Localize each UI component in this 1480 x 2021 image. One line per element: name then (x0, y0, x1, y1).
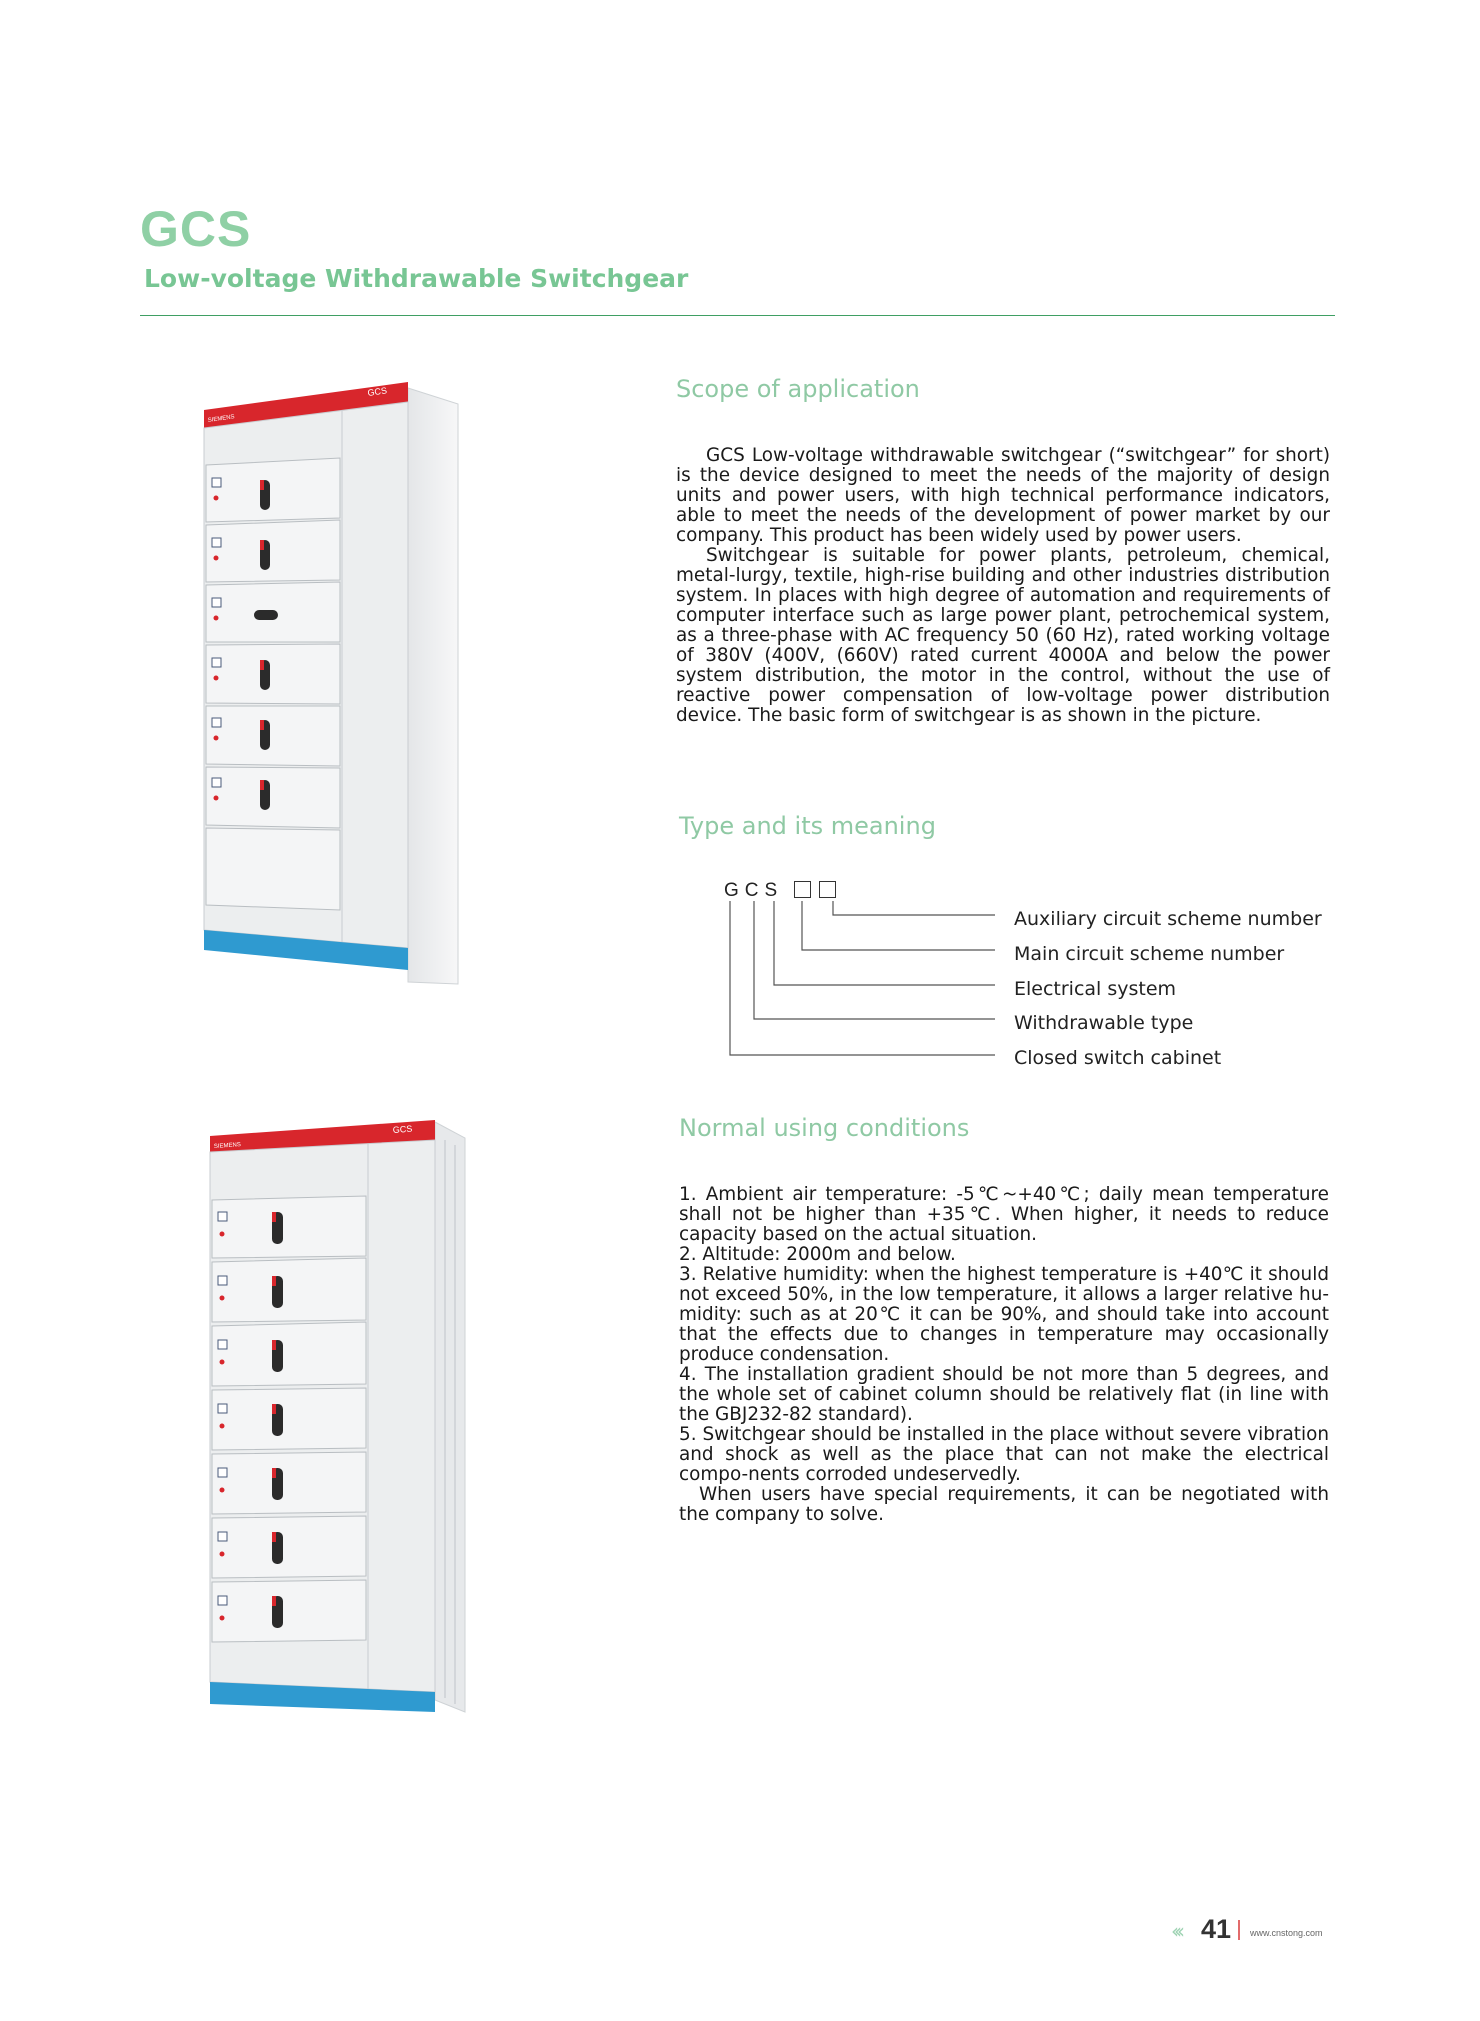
conditions-heading: Normal using conditions (679, 1114, 970, 1142)
cabinet-brand-tag-2: SIEMENS (213, 1142, 242, 1150)
cabinet-model-tag-2: GCS (392, 1123, 413, 1135)
switchgear-photo-top (190, 370, 480, 1000)
conditions-list (679, 1185, 1329, 1525)
scope-paragraph-2: Switchgear is suitable for power plants, petroleum, chemical, metal-lurgy, textile, high-rise building and other industries distribution system. In places with high degree of automation and requirements of computer interface such as large power plant, petrochemical system, as a three-phase with AC frequency 50 (60 Hz), rated working voltage of 380V (400V, (660V) rated current 4000A and below the power system distribution, the motor in the control, without the use of reactive power compensation of low-voltage power distribution device. The basic form of switchgear is as shown in the picture. (676, 545, 1330, 726)
cabinet-brand-tag: SIEMENS (207, 414, 236, 424)
condition-item-1: 1. Ambient air temperature: -5℃~+40℃; daily mean temperature shall not be higher than +35℃. When higher, it needs to reduce capacity based on the actual situation. (679, 1184, 1329, 1245)
condition-item-2: 2. Altitude: 2000m and below. (679, 1244, 956, 1265)
type-meaning-diagram (720, 895, 1020, 1070)
type-meaning-item-withdrawable: Withdrawable type (1014, 1012, 1194, 1034)
condition-item-5: 5. Switchgear should be installed in the place without severe vibration and shock as well as the place that can not make the electrical compo-nents corroded undeservedly. (679, 1424, 1329, 1485)
type-meaning-item-auxiliary: Auxiliary circuit scheme number (1014, 908, 1322, 930)
scope-paragraph-1: GCS Low-voltage withdrawable switchgear (“switchgear” for short) is the device designed to meet the needs of the majority of design units and power users, with high technical performance indicators, able to meet the needs of the development of power market by our company. This product has been widely used by power users. (676, 445, 1330, 546)
page-title: GCS (140, 201, 252, 257)
switchgear-photo-bottom (200, 1100, 480, 1740)
footer-website-link[interactable]: www.cnstong.com (1250, 1928, 1323, 1938)
page-number: 41 (1201, 1914, 1232, 1944)
page-subtitle: Low-voltage Withdrawable Switchgear (144, 264, 689, 293)
type-meaning-heading: Type and its meaning (679, 812, 936, 840)
type-meaning-item-main-circuit: Main circuit scheme number (1014, 943, 1285, 965)
condition-item-3: 3. Relative humidity: when the highest temperature is +40℃ it should not exceed 50%, in the low temperature, it allows a larger relative hu-midity: such as at 20℃ it can be 90%, and should take into account that the effects due to changes in temperature may occasionally produce condensation. (679, 1264, 1329, 1365)
conditions-closing: When users have special requirements, it can be negotiated with the company to solve. (679, 1484, 1329, 1525)
footer-divider (1238, 1920, 1240, 1940)
type-code-letters: GCS (724, 880, 784, 901)
header-divider (140, 315, 1335, 316)
type-meaning-item-electrical: Electrical system (1014, 978, 1177, 1000)
cabinet-model-tag: GCS (366, 385, 388, 398)
type-meaning-item-closed-cabinet: Closed switch cabinet (1014, 1047, 1222, 1069)
condition-item-4: 4. The installation gradient should be not more than 5 degrees, and the whole set of cabinet column should be relatively flat (in line with the GBJ232-82 standard). (679, 1364, 1329, 1425)
footer-chevron-icon: ‹‹‹ (1171, 1919, 1180, 1943)
scope-heading: Scope of application (676, 375, 920, 403)
